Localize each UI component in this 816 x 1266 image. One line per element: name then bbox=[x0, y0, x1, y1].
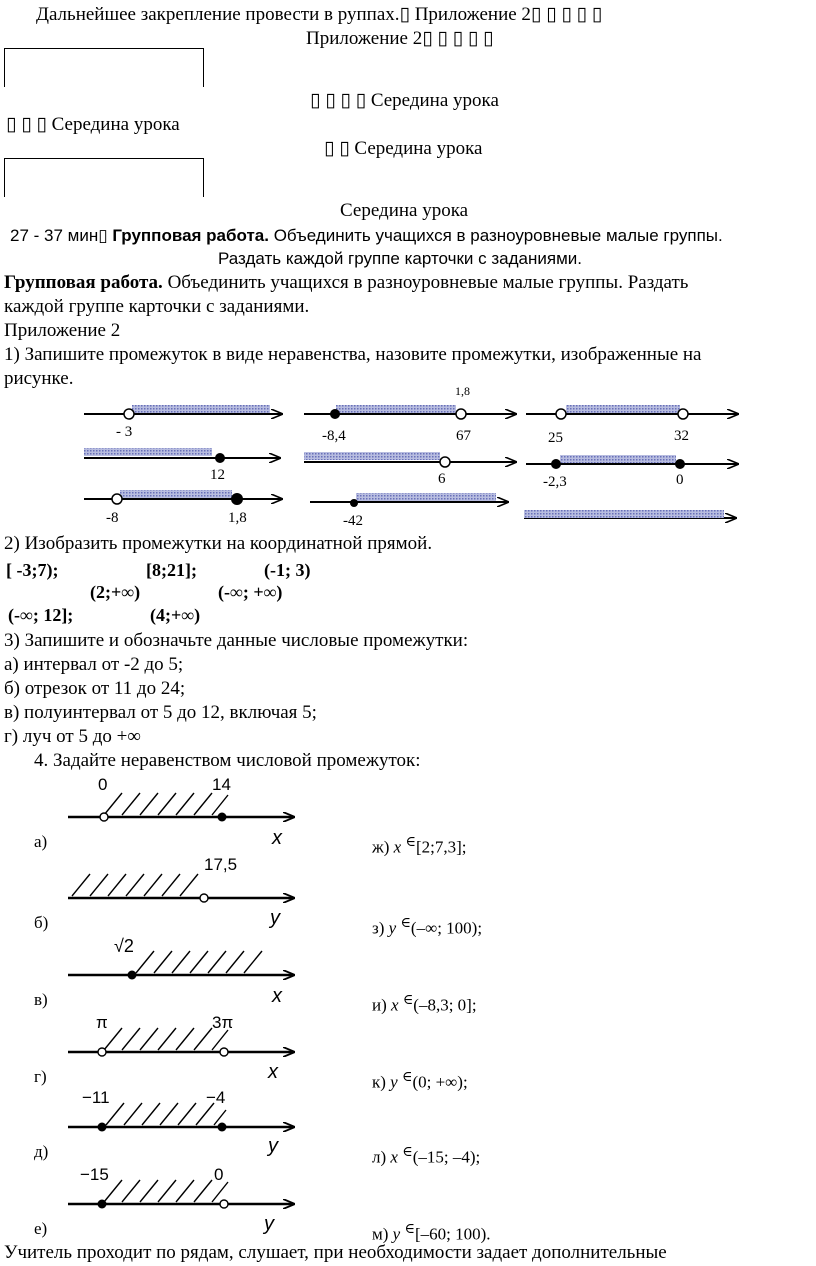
group-work-bold: Групповая работа. bbox=[4, 272, 163, 293]
t4-answer-l: л) x ∈(–15; –4); bbox=[372, 1144, 481, 1167]
middle-label-3: ▯ ▯ Середина урока bbox=[324, 138, 483, 159]
task-4-line-d bbox=[68, 1013, 294, 1083]
task-4-line-b bbox=[68, 855, 294, 929]
t4b-num: 17,5 bbox=[204, 855, 238, 874]
task-3-b: б) отрезок от 11 до 24; bbox=[4, 678, 186, 699]
task-3-d: г) луч от 5 до +∞ bbox=[4, 726, 141, 747]
t4a-var: x bbox=[272, 827, 282, 849]
label-minus-8-4: -8,4 bbox=[322, 428, 346, 444]
label-25: 25 bbox=[548, 430, 563, 446]
task-1-line-1: 1) Запишите промежуток в виде неравенства, назовите промежутки, изображенные на bbox=[4, 344, 702, 365]
task-2-item-6: (-∞; 12]; bbox=[8, 605, 74, 625]
t4-letter-e: д) bbox=[34, 1142, 49, 1161]
appendix-label: Приложение 2 bbox=[4, 320, 121, 341]
task-3-title: 3) Запишите и обозначьте данные числовые промежутки: bbox=[4, 630, 469, 651]
task-2-item-3: (-1; 3) bbox=[264, 560, 311, 580]
label-6: 6 bbox=[438, 471, 446, 487]
t4-answer-i: и) x ∈(–8,3; 0]; bbox=[372, 992, 477, 1015]
t4-answer-zh: ж) x ∈[2;7,3]; bbox=[372, 834, 467, 857]
t4e-num-minus11: −11 bbox=[82, 1088, 110, 1107]
header-line-1: Дальнейшее закрепление провести в руппах.▯ Приложение 2▯ ▯ ▯ ▯ ▯ bbox=[36, 4, 603, 25]
time-range: 27 - 37 мин▯ bbox=[10, 226, 108, 245]
t4d-num-3pi: 3π bbox=[212, 1013, 234, 1032]
group-work-title: Групповая работа. bbox=[112, 226, 269, 245]
t4e-var: y bbox=[268, 1135, 278, 1157]
t4-answer-z: з) y ∈(–∞; 100); bbox=[372, 915, 483, 938]
label-1-8: 1,8 bbox=[228, 510, 247, 526]
label-minus-8: -8 bbox=[106, 510, 119, 526]
t4c-num: √2 bbox=[114, 936, 134, 956]
t4a-num-14: 14 bbox=[212, 775, 231, 794]
task-4-line-a bbox=[68, 775, 294, 849]
middle-label-2: ▯ ▯ ▯ Середина урока bbox=[6, 114, 180, 135]
t4d-num-pi: π bbox=[96, 1013, 108, 1032]
task-2-item-4: (2;+∞) bbox=[90, 582, 141, 602]
header-line-2: Приложение 2▯ ▯ ▯ ▯ ▯ bbox=[306, 28, 494, 49]
task-4-line-e bbox=[68, 1088, 294, 1157]
t4b-var: y bbox=[270, 907, 280, 929]
t4-letter-a: а) bbox=[34, 832, 48, 851]
task-4-title: 4. Задайте неравенством числовой промежуток: bbox=[34, 750, 421, 771]
t4e-num-minus4: −4 bbox=[206, 1088, 226, 1107]
label-32: 32 bbox=[674, 428, 689, 444]
t4-letter-c: в) bbox=[34, 990, 48, 1009]
t4d-var: x bbox=[268, 1061, 278, 1083]
task-1-line-2: рисунке. bbox=[4, 368, 74, 389]
label-minus-3: - 3 bbox=[116, 424, 133, 440]
t4-letter-d: г) bbox=[34, 1067, 47, 1086]
middle-label-4: Середина урока bbox=[340, 200, 469, 221]
label-0: 0 bbox=[676, 472, 684, 488]
label-minus-2-3: -2,3 bbox=[543, 474, 567, 490]
footer-line: Учитель проходит по рядам, слушает, при необходимости задает дополнительные bbox=[4, 1242, 667, 1263]
t4c-var: x bbox=[272, 985, 282, 1007]
task-2-title: 2) Изобразить промежутки на координатной прямой. bbox=[4, 533, 433, 554]
t4a-num-0: 0 bbox=[98, 775, 108, 794]
t4-letter-b: б) bbox=[34, 913, 49, 932]
task-2-item-5: (-∞; +∞) bbox=[218, 582, 283, 602]
task-2-item-2: [8;21]; bbox=[146, 560, 197, 580]
middle-label-1: ▯ ▯ ▯ ▯ Середина урока bbox=[310, 90, 499, 111]
label-12: 12 bbox=[210, 467, 225, 483]
cards-line: Раздать каждой группе карточки с заданиями. bbox=[218, 249, 582, 268]
t4-answer-k: к) y ∈(0; +∞); bbox=[372, 1069, 468, 1092]
task-4-line-c bbox=[68, 936, 294, 1007]
group-work-desc: Объединить учащихся в разноуровневые малые группы. bbox=[273, 226, 723, 245]
task-4-line-f bbox=[68, 1165, 294, 1235]
task-2-item-1: [ -3;7); bbox=[6, 560, 59, 580]
group-work-line-2: каждой группе карточки с заданиями. bbox=[4, 296, 310, 317]
t4f-var: y bbox=[264, 1213, 274, 1235]
t4-letter-f: е) bbox=[34, 1219, 48, 1238]
label-minus-42: -42 bbox=[343, 513, 363, 529]
label-1-8-top: 1,8 bbox=[455, 384, 470, 398]
t4f-num-0: 0 bbox=[214, 1165, 224, 1184]
t4f-num-minus15: −15 bbox=[80, 1165, 109, 1184]
t4-answer-m: м) y ∈[–60; 100). bbox=[372, 1221, 491, 1244]
group-work-text: Объединить учащихся в разноуровневые малые группы. Раздать bbox=[162, 272, 689, 293]
task-3-c: в) полуинтервал от 5 до 12, включая 5; bbox=[4, 702, 317, 723]
label-67: 67 bbox=[456, 428, 471, 444]
task-2-item-7: (4;+∞) bbox=[150, 605, 201, 625]
task-3-a: а) интервал от -2 до 5; bbox=[4, 654, 184, 675]
